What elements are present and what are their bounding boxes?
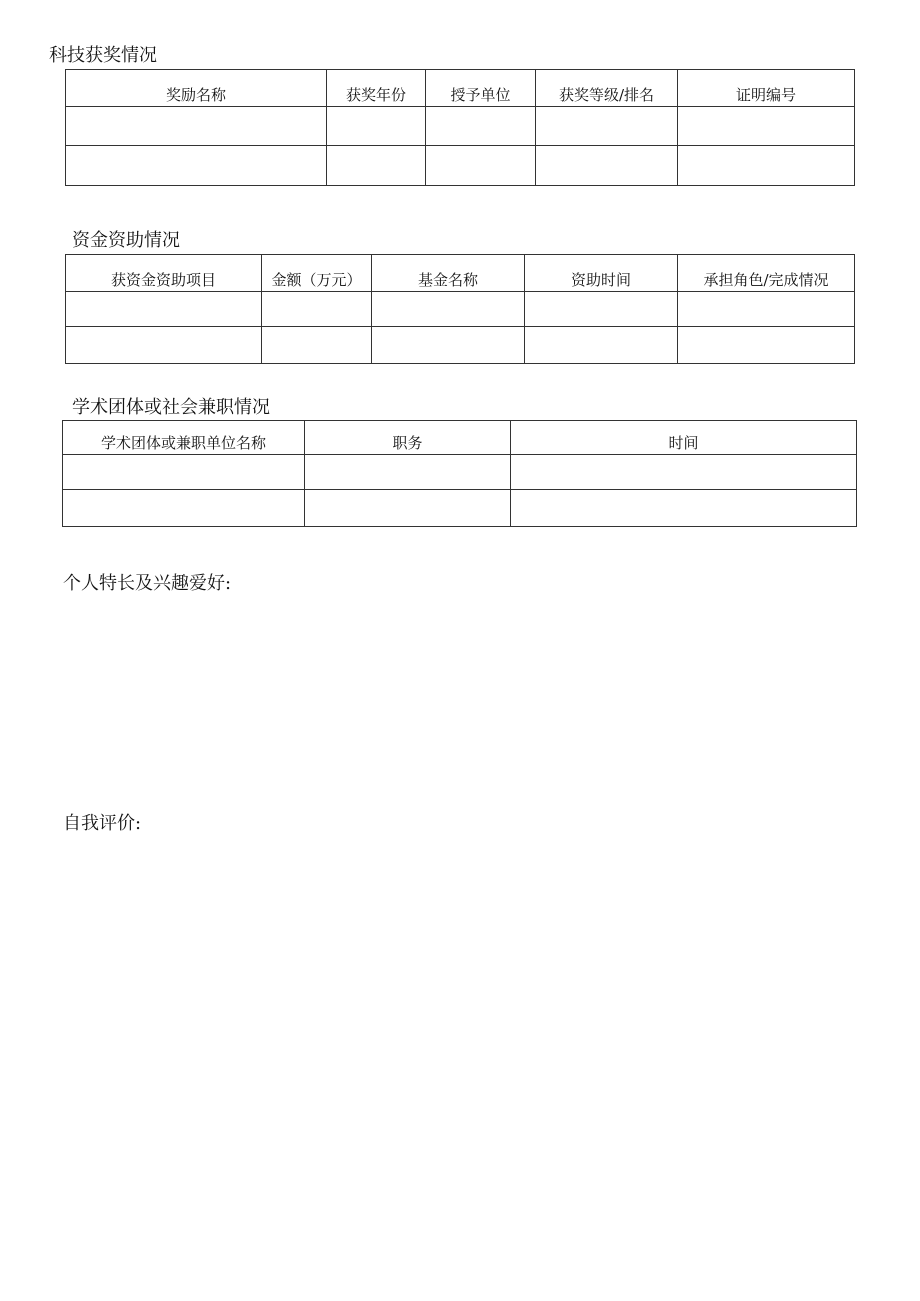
awards-table: [65, 69, 855, 186]
table-cell[interactable]: [426, 107, 536, 146]
table-cell[interactable]: [511, 490, 857, 527]
table-cell[interactable]: [536, 107, 678, 146]
self-evaluation-label: 自我评价:: [63, 813, 142, 834]
academic-header-position: 职务: [305, 421, 511, 455]
table-row: [66, 292, 855, 327]
table-cell[interactable]: [525, 327, 678, 364]
table-row: [66, 146, 855, 186]
awards-section-title: 科技获奖情况: [49, 45, 157, 66]
table-cell[interactable]: [262, 292, 372, 327]
awards-header-level: 获奖等级/排名: [536, 70, 678, 107]
table-cell[interactable]: [327, 146, 426, 186]
academic-table: [62, 420, 857, 527]
table-row: [63, 490, 857, 527]
table-cell[interactable]: [305, 490, 511, 527]
awards-header-cert-no: 证明编号: [678, 70, 855, 107]
table-cell[interactable]: [63, 455, 305, 490]
table-cell[interactable]: [511, 455, 857, 490]
funding-header-project: 获资金资助项目: [66, 255, 262, 292]
table-cell[interactable]: [678, 292, 855, 327]
table-cell[interactable]: [678, 107, 855, 146]
table-cell[interactable]: [372, 292, 525, 327]
funding-header-fund-name: 基金名称: [372, 255, 525, 292]
table-row: [63, 455, 857, 490]
table-cell[interactable]: [525, 292, 678, 327]
table-cell[interactable]: [66, 327, 262, 364]
funding-header-time: 资助时间: [525, 255, 678, 292]
academic-header-org: 学术团体或兼职单位名称: [63, 421, 305, 455]
table-cell[interactable]: [426, 146, 536, 186]
table-cell[interactable]: [66, 146, 327, 186]
table-cell[interactable]: [305, 455, 511, 490]
funding-header-role: 承担角色/完成情况: [678, 255, 855, 292]
table-cell[interactable]: [678, 146, 855, 186]
table-cell[interactable]: [327, 107, 426, 146]
table-cell[interactable]: [262, 327, 372, 364]
table-row: [66, 327, 855, 364]
awards-header-name: 奖励名称: [66, 70, 327, 107]
table-cell[interactable]: [678, 327, 855, 364]
funding-header-amount: 金额（万元）: [262, 255, 372, 292]
table-row: [66, 107, 855, 146]
funding-table: [65, 254, 855, 364]
table-cell[interactable]: [372, 327, 525, 364]
specialties-label: 个人特长及兴趣爱好:: [63, 573, 232, 594]
table-cell[interactable]: [66, 107, 327, 146]
awards-header-issuer: 授予单位: [426, 70, 536, 107]
academic-header-time: 时间: [511, 421, 857, 455]
table-cell[interactable]: [536, 146, 678, 186]
table-cell[interactable]: [66, 292, 262, 327]
awards-header-year: 获奖年份: [327, 70, 426, 107]
table-cell[interactable]: [63, 490, 305, 527]
funding-section-title: 资金资助情况: [72, 230, 180, 251]
academic-section-title: 学术团体或社会兼职情况: [72, 397, 270, 418]
